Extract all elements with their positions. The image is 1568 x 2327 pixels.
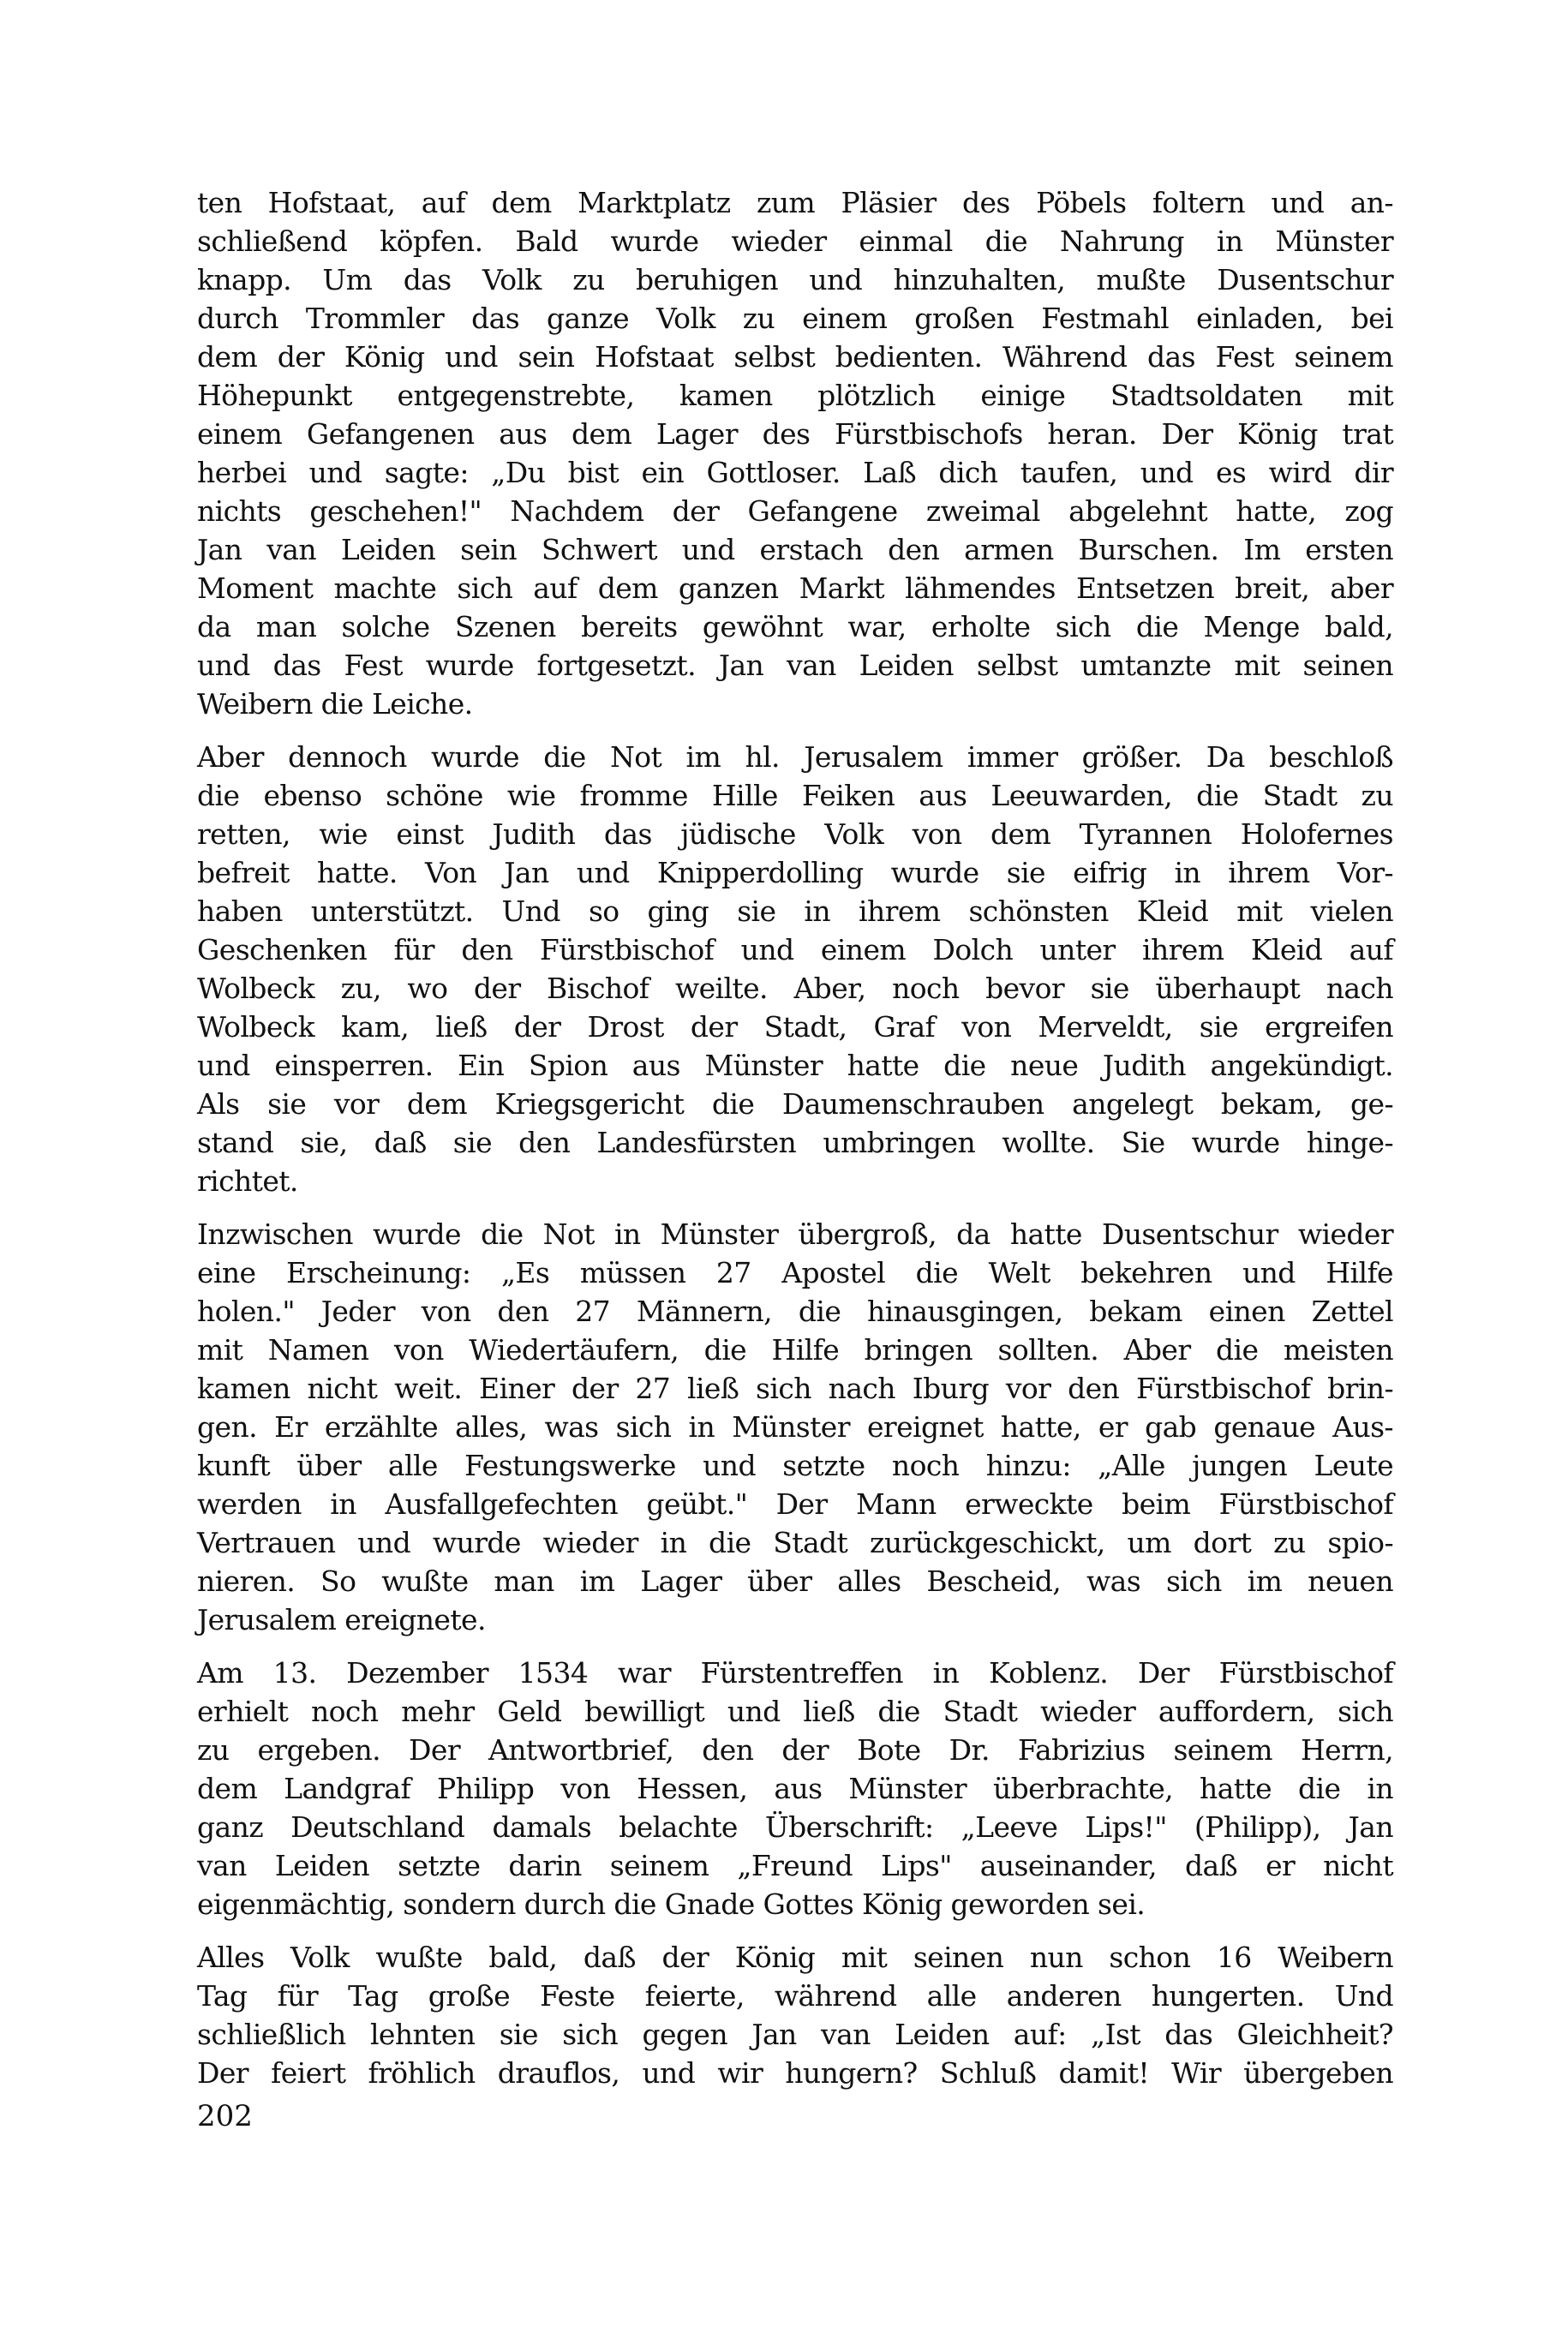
text-line: und das Fest wurde fortgesetzt. Jan van Leiden selbst umtanzte mit seinen xyxy=(197,649,1393,682)
text-line: holen." Jeder von den 27 Männern, die hinausgingen, bekam einen Zettel xyxy=(197,1295,1393,1328)
text-line: herbei und sagte: „Du bist ein Gottloser. Laß dich taufen, und es wird dir xyxy=(197,456,1393,489)
text-line: Tag für Tag große Feste feierte, während alle anderen hungerten. Und xyxy=(197,1979,1393,2013)
text-line: ganz Deutschland damals belachte Überschrift: „Leeve Lips!" (Philipp), Jan xyxy=(197,1810,1393,1844)
text-line: Vertrauen und wurde wieder in die Stadt zurückgeschickt, um dort zu spio- xyxy=(197,1526,1393,1559)
text-line: Jan van Leiden sein Schwert und erstach den armen Burschen. Im ersten xyxy=(197,533,1393,566)
text-line: Am 13. Dezember 1534 war Fürstentreffen in Koblenz. Der Fürstbischof xyxy=(197,1656,1393,1690)
text-line: van Leiden setzte darin seinem „Freund Lips" auseinander, daß er nicht xyxy=(197,1849,1393,1882)
text-line: Aber dennoch wurde die Not im hl. Jerusalem immer größer. Da beschloß xyxy=(197,740,1393,774)
text-line: Höhepunkt entgegenstrebte, kamen plötzlich einige Stadtsoldaten mit xyxy=(197,379,1393,412)
text-line: Wolbeck zu, wo der Bischof weilte. Aber, noch bevor sie überhaupt nach xyxy=(197,972,1393,1005)
text-line: Der feiert fröhlich drauflos, und wir hungern? Schluß damit! Wir übergeben xyxy=(197,2056,1393,2090)
text-line: erhielt noch mehr Geld bewilligt und ließ die Stadt wieder auffordern, sich xyxy=(197,1695,1393,1728)
text-line: Alles Volk wußte bald, daß der König mit seinen nun schon 16 Weibern xyxy=(197,1941,1393,1974)
text-line: Moment machte sich auf dem ganzen Markt lähmendes Entsetzen breit, aber xyxy=(197,571,1393,605)
text-line: Geschenken für den Fürstbischof und einem Dolch unter ihrem Kleid auf xyxy=(197,933,1393,966)
text-line: Wolbeck kam, ließ der Drost der Stadt, Graf von Merveldt, sie ergreifen xyxy=(197,1010,1393,1044)
text-line: knapp. Um das Volk zu beruhigen und hinzuhalten, mußte Dusentschur xyxy=(197,263,1393,296)
text-line: schließend köpfen. Bald wurde wieder einmal die Nahrung in Münster xyxy=(197,224,1393,258)
text-line: eigenmächtig, sondern durch die Gnade Gottes König geworden sei. xyxy=(197,1887,1146,1921)
text-line: haben unterstützt. Und so ging sie in ihrem schönsten Kleid mit vielen xyxy=(197,894,1393,928)
text-line: zu ergeben. Der Antwortbrief, den der Bote Dr. Fabrizius seinem Herrn, xyxy=(197,1733,1393,1767)
paragraph-4 xyxy=(197,1654,1393,1923)
text-line: dem Landgraf Philipp von Hessen, aus Münster überbrachte, hatte die in xyxy=(197,1772,1393,1805)
text-line: dem der König und sein Hofstaat selbst bedienten. Während das Fest seinem xyxy=(197,340,1393,374)
text-line: befreit hatte. Von Jan und Knipperdolling wurde sie eifrig in ihrem Vor- xyxy=(197,856,1393,889)
page-body xyxy=(197,183,1393,2107)
text-line: retten, wie einst Judith das jüdische Volk von dem Tyrannen Holofernes xyxy=(197,817,1393,851)
text-line: da man solche Szenen bereits gewöhnt war, erholte sich die Menge bald, xyxy=(197,610,1393,643)
text-line: die ebenso schöne wie fromme Hille Feiken aus Leeuwarden, die Stadt zu xyxy=(197,779,1393,812)
paragraph-3 xyxy=(197,1215,1393,1639)
text-line: gen. Er erzählte alles, was sich in Münster ereignet hatte, er gab genaue Aus- xyxy=(197,1410,1393,1444)
paragraph-1 xyxy=(197,183,1393,723)
paragraph-5 xyxy=(197,1938,1393,2092)
text-line: kunft über alle Festungswerke und setzte noch hinzu: „Alle jungen Leute xyxy=(197,1449,1393,1482)
text-line: Inzwischen wurde die Not in Münster übergroß, da hatte Dusentschur wieder xyxy=(197,1217,1393,1251)
text-line: kamen nicht weit. Einer der 27 ließ sich nach Iburg vor den Fürstbischof brin- xyxy=(197,1372,1393,1405)
page-number: 202 xyxy=(197,2099,253,2133)
text-line: schließlich lehnten sie sich gegen Jan van Leiden auf: „Ist das Gleichheit? xyxy=(197,2018,1393,2051)
text-line: Weibern die Leiche. xyxy=(197,687,473,721)
text-line: mit Namen von Wiedertäufern, die Hilfe bringen sollten. Aber die meisten xyxy=(197,1333,1393,1367)
text-line: richtet. xyxy=(197,1164,298,1198)
text-line: nichts geschehen!" Nachdem der Gefangene zweimal abgelehnt hatte, zog xyxy=(197,494,1393,528)
text-line: eine Erscheinung: „Es müssen 27 Apostel die Welt bekehren und Hilfe xyxy=(197,1256,1393,1289)
text-line: Als sie vor dem Kriegsgericht die Daumenschrauben angelegt bekam, ge- xyxy=(197,1087,1393,1121)
text-line: Jerusalem ereignete. xyxy=(197,1603,486,1636)
text-line: nieren. So wußte man im Lager über alles Bescheid, was sich im neuen xyxy=(197,1564,1393,1598)
text-line: stand sie, daß sie den Landesfürsten umbringen wollte. Sie wurde hinge- xyxy=(197,1126,1393,1159)
paragraph-2 xyxy=(197,738,1393,1200)
text-line: ten Hofstaat, auf dem Marktplatz zum Pläsier des Pöbels foltern und an- xyxy=(197,186,1393,219)
text-line: durch Trommler das ganze Volk zu einem großen Festmahl einladen, bei xyxy=(197,302,1393,335)
text-line: werden in Ausfallgefechten geübt." Der Mann erweckte beim Fürstbischof xyxy=(197,1487,1393,1521)
text-line: einem Gefangenen aus dem Lager des Fürstbischofs heran. Der König trat xyxy=(197,417,1393,451)
text-line: und einsperren. Ein Spion aus Münster hatte die neue Judith angekündigt. xyxy=(197,1049,1393,1082)
